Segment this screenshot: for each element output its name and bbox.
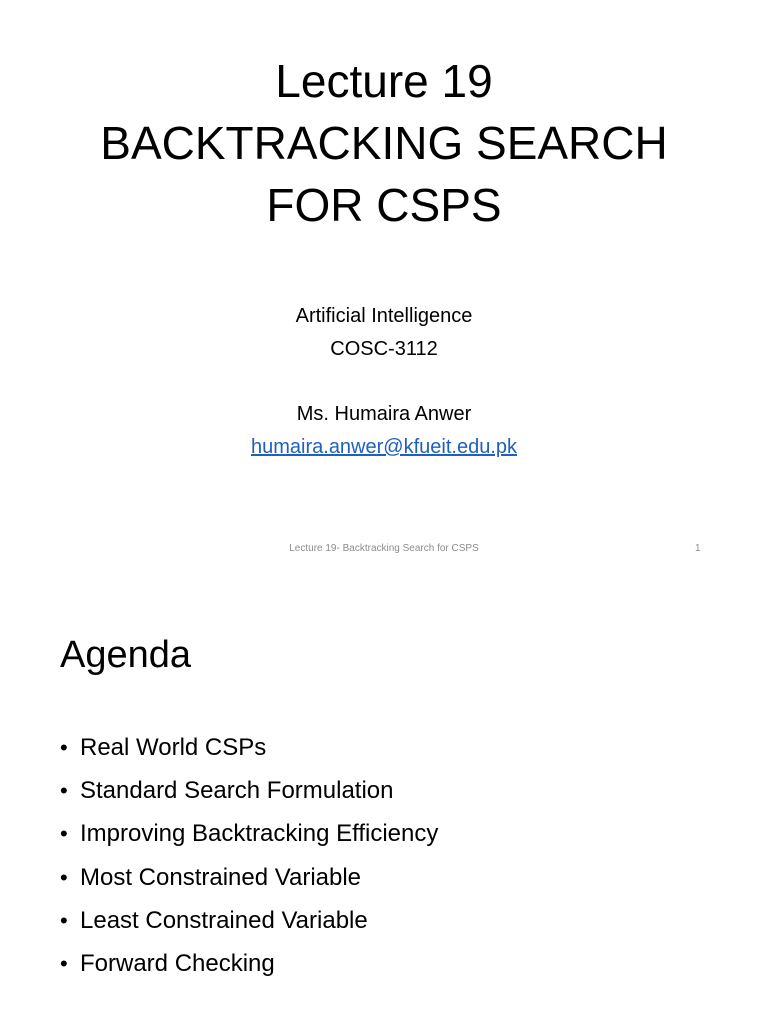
agenda-item-label: Forward Checking [80, 950, 275, 978]
email-link[interactable]: humaira.anwer@kfueit.edu.pk [251, 436, 517, 458]
list-item [60, 726, 438, 769]
agenda-item-label: Least Constrained Variable [80, 906, 368, 934]
bullet-icon: • [60, 778, 68, 804]
bullet-icon: • [60, 907, 68, 933]
agenda-slide [0, 576, 768, 1024]
agenda-item-label: Improving Backtracking Efficiency [80, 820, 439, 848]
agenda-item-label: Standard Search Formulation [80, 777, 394, 805]
list-item [60, 769, 438, 812]
agenda-list [60, 726, 438, 985]
page-number: 1 [695, 543, 701, 554]
slide-footer: Lecture 19- Backtracking Search for CSPS [289, 543, 479, 554]
list-item [60, 899, 438, 942]
list-item [60, 856, 438, 899]
course-code: COSC-3112 [330, 338, 438, 360]
title-line-3: FOR CSPS [266, 179, 502, 231]
bullet-icon: • [60, 864, 68, 890]
bullet-icon: • [60, 735, 68, 760]
email-line [0, 431, 768, 464]
list-item [60, 812, 438, 855]
course-name: Artificial Intelligence [295, 305, 473, 327]
bullet-icon: • [60, 951, 68, 977]
slide-title [0, 50, 768, 236]
bullet-icon: • [60, 821, 68, 847]
title-line-2: BACKTRACKING SEARCH [100, 117, 668, 169]
agenda-title: Agenda [60, 634, 192, 676]
spacer [0, 366, 768, 398]
title-line-1: Lecture 19 [275, 55, 493, 107]
agenda-item-label: Most Constrained Variable [80, 863, 362, 891]
instructor-name: Ms. Humaira Anwer [296, 403, 472, 425]
agenda-item-label: Real World CSPs [80, 734, 267, 761]
list-item [60, 942, 438, 985]
course-info [0, 300, 768, 464]
